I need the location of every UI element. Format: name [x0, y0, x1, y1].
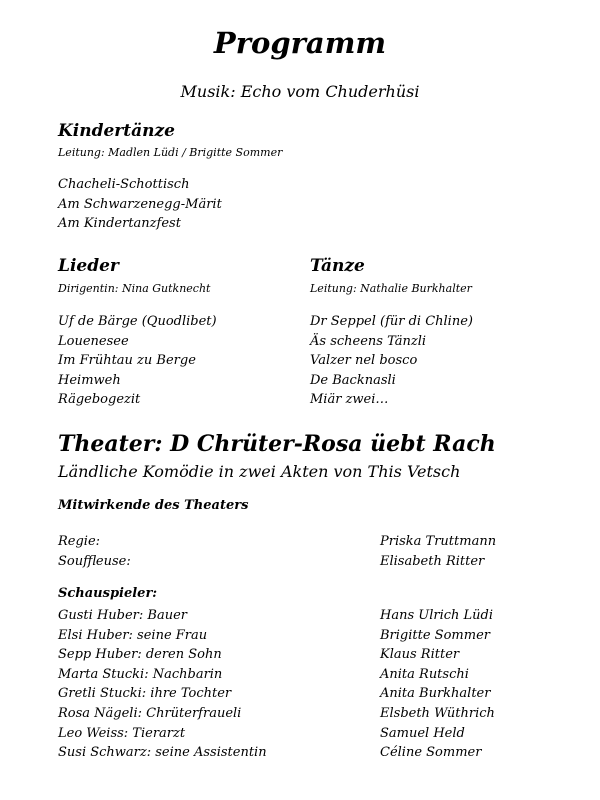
list-item: Am Kindertanzfest — [58, 216, 181, 232]
cast-actor: Hans Ulrich Lüdi — [380, 608, 494, 623]
theater-title: Theater: D Chrüter-Rosa üebt Rach — [58, 431, 496, 457]
lieder-lead: Dirigentin: Nina Gutknecht — [58, 282, 211, 295]
kindertaenze-list — [58, 175, 222, 234]
kindertaenze-lead: Leitung: Madlen Lüdi / Brigitte Sommer — [58, 146, 283, 159]
cast-row — [58, 645, 598, 665]
cast-row — [58, 704, 598, 724]
cast-row — [58, 684, 598, 704]
crew-name: Priska Truttmann — [380, 534, 497, 549]
list-item: Miär zwei… — [310, 392, 389, 408]
crew-row — [58, 552, 598, 572]
theater-subtitle: Ländliche Komödie in zwei Akten von This Vetsch — [58, 462, 461, 481]
cast-role: Susi Schwarz: seine Assistentin — [58, 745, 267, 761]
cast-row — [58, 743, 598, 763]
mitwirkende-heading: Mitwirkende des Theaters — [58, 498, 249, 513]
list-item: Chacheli-Schottisch — [58, 177, 190, 192]
crew-row — [58, 532, 598, 552]
list-item: Im Frühtau zu Berge — [58, 353, 196, 369]
crew-role: Regie: — [58, 534, 101, 549]
cast-row — [58, 665, 598, 685]
cast-row — [58, 606, 598, 626]
cast-actor: Klaus Ritter — [380, 647, 460, 663]
cast-actor: Brigitte Sommer — [380, 627, 490, 643]
cast-role: Gusti Huber: Bauer — [58, 608, 187, 623]
list-item: Am Schwarzenegg-Märit — [58, 196, 222, 212]
cast-role: Sepp Huber: deren Sohn — [58, 647, 222, 663]
kindertaenze-heading: Kindertänze — [58, 121, 175, 141]
list-item: Äs scheens Tänzli — [310, 333, 427, 349]
list-item: Valzer nel bosco — [310, 353, 418, 369]
cast-heading: Schauspieler: — [58, 586, 158, 601]
taenze-lead: Leitung: Nathalie Burkhalter — [310, 282, 472, 295]
list-item: Heimweh — [58, 372, 121, 388]
cast-row — [58, 724, 598, 744]
crew-name: Elisabeth Ritter — [380, 553, 485, 569]
cast-actor: Elsbeth Wüthrich — [380, 706, 495, 721]
list-item: Uf de Bärge (Quodlibet) — [58, 314, 217, 329]
taenze-heading: Tänze — [310, 256, 365, 276]
cast-actor: Anita Rutschi — [380, 666, 469, 682]
lieder-list — [58, 312, 217, 410]
lieder-heading: Lieder — [58, 256, 119, 276]
cast-actor: Céline Sommer — [380, 745, 482, 761]
cast-role: Elsi Huber: seine Frau — [58, 627, 208, 643]
page-title: Programm — [213, 26, 387, 60]
list-item: Louenesee — [58, 333, 129, 349]
music-credit: Musik: Echo vom Chuderhüsi — [180, 82, 420, 101]
taenze-list — [310, 312, 473, 410]
cast-actor: Anita Burkhalter — [380, 686, 491, 702]
list-item: Dr Seppel (für di Chline) — [310, 314, 473, 329]
cast-row — [58, 626, 598, 646]
cast-role: Leo Weiss: Tierarzt — [58, 725, 186, 741]
list-item: De Backnasli — [310, 372, 396, 388]
list-item: Rägebogezit — [58, 392, 141, 408]
cast-role: Gretli Stucki: ihre Tochter — [58, 686, 232, 702]
crew-role: Souffleuse: — [58, 553, 131, 569]
cast-actor: Samuel Held — [380, 725, 465, 741]
cast-role: Marta Stucki: Nachbarin — [58, 666, 223, 682]
cast-role: Rosa Nägeli: Chrüterfraueli — [58, 706, 242, 721]
